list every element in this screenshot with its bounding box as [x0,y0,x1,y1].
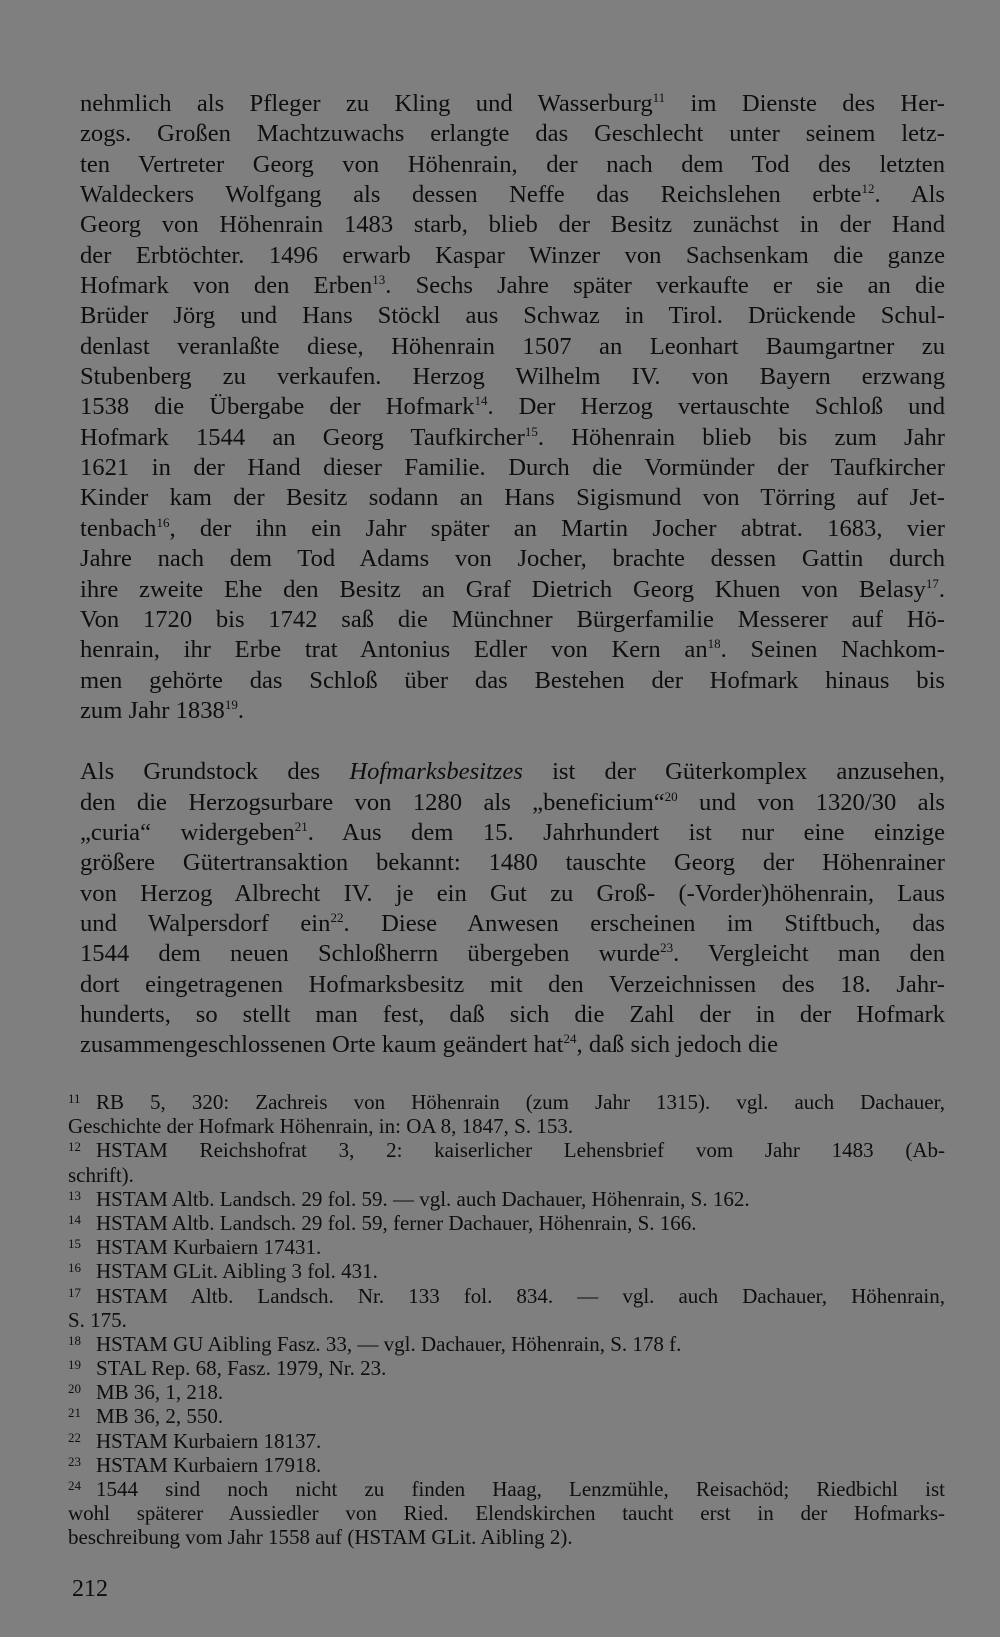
footnote [68,1259,945,1283]
text-segment: . Sechs Jahre später verkaufte er sie an die [385,272,945,300]
text-line [80,879,945,909]
text-line [80,271,945,301]
text-line [80,605,945,635]
text-segment: und Walpersdorf ein [80,909,331,937]
footnote [68,1404,945,1428]
footnote-reference[interactable]: 14 [474,393,488,409]
footnote-number: 22 [68,1429,81,1445]
footnote-line: beschreibung vom Jahr 1558 auf (HSTAM GLit. Aibling 2). [68,1525,573,1550]
text-segment: . Aus dem 15. Jahrhundert ist nur eine einzige [307,818,945,846]
text-segment: Brüder Jörg und Hans Stöckl aus Schwaz in Tirol. Drückende Schul- [80,302,945,330]
footnote-reference[interactable]: 13 [372,272,386,288]
footnote-reference[interactable]: 17 [925,575,939,591]
footnote-line: HSTAM Kurbaiern 17918. [96,1452,322,1477]
footnote [68,1284,945,1332]
footnote [68,1090,945,1138]
text-segment: Jahre nach dem Tod Adams von Jocher, brachte dessen Gattin durch [80,545,945,573]
text-line [80,1000,945,1030]
footnote-line: HSTAM Altb. Landsch. Nr. 133 fol. 834. — vgl. auch Dachauer, Höhenrain, [96,1283,945,1308]
text-line [80,544,945,574]
text-line [80,1030,945,1060]
text-segment: tenbach [80,514,157,542]
text-line [80,848,945,878]
footnote-number: 11 [68,1091,81,1106]
main-text [80,89,945,1061]
footnote-reference[interactable]: 11 [652,90,666,105]
footnote [68,1211,945,1235]
text-segment: Von 1720 bis 1742 saß die Münchner Bürgerfamilie Messerer auf Hö- [80,605,945,633]
footnote-reference[interactable]: 18 [707,636,721,652]
text-segment: . Vergleicht man den [673,940,946,968]
text-segment: . [938,575,945,603]
footnote-number: 18 [68,1332,81,1348]
text-segment: , daß sich jedoch die [576,1031,778,1059]
text-segment: denlast veranlaßte diese, Höhenrain 1507 an Leonhart Baumgartner zu [80,332,945,360]
footnote-line: HSTAM Altb. Landsch. 29 fol. 59. — vgl. auch Dachauer, Höhenrain, S. 162. [96,1186,750,1211]
text-segment: zum Jahr 1838 [80,696,225,724]
text-segment: Als Grundstock des [80,758,350,786]
text-line [80,453,945,483]
text-segment: nehmlich als Pfleger zu Kling und Wasserburg [80,90,653,117]
footnote-number: 16 [68,1260,81,1276]
footnote-reference[interactable]: 21 [294,818,308,834]
footnote-line: S. 175. [68,1307,127,1332]
paragraph [80,757,945,1060]
text-line [80,909,945,939]
footnote-number: 20 [68,1381,81,1397]
text-line [80,89,945,119]
text-line [80,635,945,665]
text-segment: . Diese Anwesen erscheinen im Stiftbuch, das [343,909,945,937]
footnote [68,1453,945,1477]
text-line [80,392,945,422]
footnote-reference[interactable]: 23 [660,940,674,956]
text-segment: „curia“ widergeben [80,818,295,846]
text-segment: der Erbtöchter. 1496 erwarb Kaspar Winzer von Sachsenkam die ganze [80,241,945,269]
text-segment: dort eingetragenen Hofmarksbesitz mit den Verzeichnissen des 18. Jahr- [80,970,945,998]
text-line [80,970,945,1000]
footnote-line: schrift). [68,1162,134,1187]
text-line [80,818,945,848]
text-segment: men gehörte das Schloß über das Bestehen der Hofmark hinaus bis [80,666,945,694]
text-segment: Waldeckers Wolfgang als dessen Neffe das Reichslehen erbte [80,181,862,209]
footnote-number: 12 [68,1139,81,1155]
text-line [80,332,945,362]
text-segment: von Herzog Albrecht IV. je ein Gut zu Groß- (-Vorder)höhenrain, Laus [80,879,945,907]
text-line [80,939,945,969]
footnote-number: 19 [68,1357,81,1373]
footnote [68,1138,945,1186]
footnote-reference[interactable]: 19 [224,696,238,712]
text-segment: zogs. Großen Machtzuwachs erlangte das Geschlecht unter seinem letz- [80,120,945,148]
text-segment: und von 1320/30 als [677,788,945,816]
text-line [80,119,945,149]
text-line [80,150,945,180]
footnote [68,1429,945,1453]
text-line [80,180,945,210]
footnote [68,1235,945,1259]
text-segment: ist der Güterkomplex anzusehen, [522,758,945,786]
footnote-reference[interactable]: 24 [563,1031,577,1047]
footnote-reference[interactable]: 15 [524,423,538,439]
text-segment: Stubenberg zu verkaufen. Herzog Wilhelm IV. von Bayern erzwang [80,363,945,391]
footnote [68,1477,945,1550]
footnote [68,1356,945,1380]
paragraph [80,89,945,726]
text-line [80,514,945,544]
footnote [68,1380,945,1404]
text-segment: ihre zweite Ehe den Besitz an Graf Dietrich Georg Khuen von Belasy [80,575,926,603]
text-line [80,423,945,453]
text-segment: zusammengeschlossenen Orte kaum geändert hat [80,1031,564,1059]
text-line [80,757,945,787]
text-segment: Hofmark 1544 an Georg Taufkircher [80,423,525,451]
footnote-line: HSTAM Kurbaiern 17431. [96,1235,322,1260]
text-segment: . Höhenrain blieb bis zum Jahr [537,423,945,451]
footnote-line: 1544 sind noch nicht zu finden Haag, Lenzmühle, Reisachöd; Riedbichl ist [96,1477,945,1501]
footnote-reference[interactable]: 22 [330,909,344,925]
footnotes [68,1090,945,1550]
text-segment: . Als [874,181,945,209]
text-line [80,301,945,331]
emphasized-term: Hofmarksbesitzes [349,758,523,786]
footnote-reference[interactable]: 16 [156,514,170,530]
footnote-reference[interactable]: 20 [664,788,678,804]
footnote-line: HSTAM GU Aibling Fasz. 33, — vgl. Dachauer, Höhenrain, S. 178 f. [96,1331,682,1356]
footnote-line: MB 36, 2, 550. [96,1404,224,1429]
text-segment: den die Herzogsurbare von 1280 als „beneficium“ [80,788,665,816]
footnote-line: STAL Rep. 68, Fasz. 1979, Nr. 23. [96,1356,387,1381]
footnote-number: 15 [68,1236,81,1252]
text-line [80,575,945,605]
text-line [80,362,945,392]
text-line [80,788,945,818]
text-line [80,210,945,240]
footnote-line: HSTAM GLit. Aibling 3 fol. 431. [96,1259,378,1284]
text-line [80,483,945,513]
text-segment: größere Gütertransaktion bekannt: 1480 tauschte Georg der Höhenrainer [80,849,945,877]
text-segment: Kinder kam der Besitz sodann an Hans Sigismund von Törring auf Jet- [80,484,945,512]
footnote-number: 23 [68,1453,81,1469]
footnote-line: HSTAM Kurbaiern 18137. [96,1428,322,1453]
footnote-line: RB 5, 320: Zachreis von Höhenrain (zum Jahr 1315). vgl. auch Dachauer, [96,1090,945,1114]
footnote-number: 14 [68,1211,81,1227]
footnote-line: MB 36, 1, 218. [96,1380,224,1405]
footnote [68,1187,945,1211]
text-segment: 1544 dem neuen Schloßherrn übergeben wurde [80,940,661,968]
text-line [80,666,945,696]
text-segment: henrain, ihr Erbe trat Antonius Edler von Kern an [80,636,708,664]
footnote-line: HSTAM Altb. Landsch. 29 fol. 59, ferner Dachauer, Höhenrain, S. 166. [96,1210,697,1235]
text-segment: . Der Herzog vertauschte Schloß und [487,393,945,421]
page-number: 212 [72,1576,108,1602]
text-line [80,241,945,271]
text-segment: hunderts, so stellt man fest, daß sich die Zahl der in der Hofmark [80,1000,945,1028]
text-segment: Hofmark von den Erben [80,272,373,300]
text-line [80,696,945,726]
footnote-number: 13 [68,1187,81,1203]
footnote-line: wohl späterer Aussiedler von Ried. Elendskirchen taucht erst in der Hofmarks- [68,1501,945,1526]
footnote-number: 24 [68,1478,81,1493]
text-segment: im Dienste des Her- [665,90,945,117]
text-segment: , der ihn ein Jahr später an Martin Jocher abtrat. 1683, vier [169,514,945,542]
footnote [68,1332,945,1356]
text-segment: Georg von Höhenrain 1483 starb, blieb der Besitz zunächst in der Hand [80,211,945,239]
footnote-reference[interactable]: 12 [861,181,875,197]
text-segment: . Seinen Nachkom- [720,636,945,664]
text-segment: ten Vertreter Georg von Höhenrain, der nach dem Tod des letzten [80,150,945,178]
text-segment: 1538 die Übergabe der Hofmark [80,393,475,421]
footnote-line: Geschichte der Hofmark Höhenrain, in: OA 8, 1847, S. 153. [68,1114,574,1139]
footnote-number: 17 [68,1284,81,1300]
text-segment: . [237,696,244,724]
footnote-line: HSTAM Reichshofrat 3, 2: kaiserlicher Lehensbrief vom Jahr 1483 (Ab- [96,1138,945,1163]
text-segment: 1621 in der Hand dieser Familie. Durch die Vormünder der Taufkircher [80,454,945,482]
footnote-number: 21 [68,1405,81,1421]
